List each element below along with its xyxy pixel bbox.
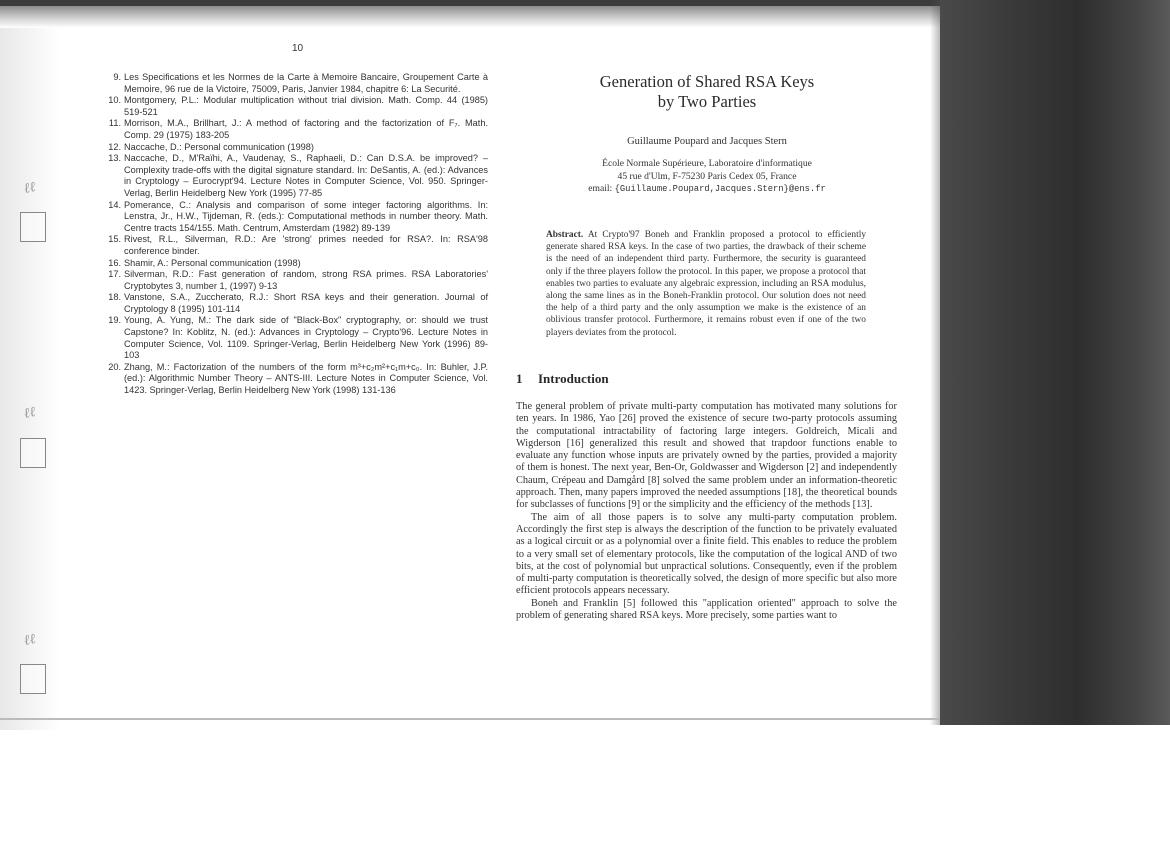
reference-number: 15. bbox=[108, 234, 121, 245]
reference-item bbox=[100, 269, 488, 292]
affiliation bbox=[516, 158, 898, 196]
margin-stamp-box bbox=[20, 438, 46, 468]
margin-stamp-box bbox=[20, 212, 46, 242]
margin-stamp-box bbox=[20, 664, 46, 694]
scan-right-shadow bbox=[940, 0, 1170, 725]
title-line: Generation of Shared RSA Keys bbox=[599, 72, 815, 91]
section-heading bbox=[516, 371, 609, 387]
paragraph: The aim of all those papers is to solve any multi-party computation problem. Accordingly the first step is always the description of the function to be privately evaluated as a logical circuit or as a polynomial over a finite field. This enables to reduce the problem to a very small set of elementary protocols, like the computation of the logical AND of two bits, at the cost of polynomial but unpractical solutions. Consequently, even if the problem of multi-party computation is theoretically solved, the design of more specific but also more efficient protocols appears necessary. bbox=[516, 511, 897, 597]
reference-item bbox=[100, 142, 488, 154]
reference-number: 17. bbox=[108, 269, 121, 280]
reference-text: Silverman, R.D.: Fast generation of random, strong RSA primes. RSA Laboratories' Cryptobytes 3, number 1, (1997) 9-13 bbox=[124, 269, 488, 291]
affiliation-line: École Normale Supérieure, Laboratoire d'informatique bbox=[602, 158, 812, 169]
scan-left-margin bbox=[0, 0, 60, 730]
section-title: Introduction bbox=[538, 371, 609, 386]
reference-number: 18. bbox=[108, 292, 121, 303]
reference-number: 20. bbox=[108, 361, 121, 372]
page-number: 10 bbox=[292, 43, 304, 54]
reference-text: Naccache, D.: Personal communication (1998) bbox=[124, 141, 314, 152]
abstract-text: At Crypto'97 Boneh and Franklin proposed a protocol to efficiently generate shared RSA keys. In the case of two parties, the drawback of their scheme is the need of an independent third party. Furthermore, the security is guaranteed only if the three players follow the protocol. In this paper, we propose a protocol that enables two parties to evaluate any algebraic expression, including an RSA modulus, along the same lines as in the Boneh-Franklin protocol. Our solution does not need the help of a third party and the only assumption we make is the existence of an oblivious transfer protocol. Furthermore, it remains robust even if one of the two players deviates from the protocol. bbox=[546, 230, 867, 338]
reference-number: 13. bbox=[108, 153, 121, 164]
margin-scribble: ℓℓ bbox=[22, 403, 38, 423]
reference-item bbox=[100, 200, 488, 235]
paragraph: The general problem of private multi-party computation has motivated many solutions for ten years. In 1986, Yao [26] proved the existence of secure two-party protocols assuming the computational intractability of factoring large integers. Goldreich, Micali and Wigderson [16] generalized this result and showed that trapdoor functions enable to evaluate any function whose inputs are privately owned by the parties, provided a majority of them is honest. The next year, Ben-Or, Goldwasser and Wigderson [2] and independently Chaum, Crépeau and Damgård [8] solved the same problem under an information-theoretic approach. Then, many papers improved the needed assumptions [18], the theoretical bounds for subclasses of functions [9] or the simplicity and the efficiency of the methods [13]. bbox=[516, 401, 897, 511]
reference-number: 12. bbox=[108, 141, 121, 152]
paragraph: Boneh and Franklin [5] followed this "application oriented" approach to solve the problem of generating shared RSA keys. More precisely, some parties want to bbox=[516, 597, 897, 622]
margin-scribble: ℓℓ bbox=[22, 630, 38, 650]
scan-page-bottom-edge bbox=[0, 718, 940, 720]
reference-item bbox=[100, 95, 488, 118]
reference-text: Montgomery, P.L.: Modular multiplication without trial division. Math. Comp. 44 (1985) 519-521 bbox=[124, 95, 488, 117]
abstract-label: Abstract. bbox=[546, 230, 584, 240]
section-number: 1 bbox=[516, 371, 523, 386]
paper-title bbox=[516, 72, 898, 112]
reference-text: Zhang, M.: Factorization of the numbers of the form m³+c₂m²+c₁m+c₀. In: Buhler, J.P. (ed.): Algorithmic Number Theory – ANTS-III. Lecture Notes in Computer Science, Vol. 1423. Springer-Verlag, Berlin Heidelberg New York (1998) 131-136 bbox=[124, 361, 488, 396]
reference-text: Rivest, R.L., Silverman, R.D.: Are 'strong' primes needed for RSA?. In: RSA'98 conference binder. bbox=[124, 234, 488, 256]
reference-item bbox=[100, 315, 488, 361]
reference-item bbox=[100, 72, 488, 95]
title-line: by Two Parties bbox=[657, 92, 757, 111]
email-address: {Guillaume.Poupard,Jacques.Stern}@ens.fr bbox=[614, 184, 826, 194]
reference-item bbox=[100, 362, 488, 397]
reference-text: Young, A. Yung, M.: The dark side of "Black-Box" cryptography, or: should we trust Capstone? In: Koblitz, N. (ed.): Advances in Cryptology – Crypto'96. Lecture Notes in Computer Science, Vol. 1109. Springer-Verlag, Berlin Heidelberg New York (1996) 89-103 bbox=[124, 315, 488, 361]
reference-item bbox=[100, 292, 488, 315]
email-line bbox=[516, 183, 898, 196]
reference-number: 19. bbox=[108, 315, 121, 326]
margin-scribble: ℓℓ bbox=[22, 178, 38, 198]
affiliation-line: 45 rue d'Ulm, F-75230 Paris Cedex 05, France bbox=[617, 170, 797, 182]
body-text bbox=[516, 401, 897, 622]
reference-text: Les Specifications et les Normes de la Carte à Memoire Bancaire, Groupement Carte à Memoire, 96 rue de la Victoire, 75009, Paris, Janvier 1984, chapitre 6: La Securité. bbox=[124, 72, 488, 94]
reference-number: 9. bbox=[113, 72, 121, 82]
authors: Guillaume Poupard and Jacques Stern bbox=[627, 136, 787, 147]
reference-number: 16. bbox=[108, 257, 121, 268]
email-label: email: bbox=[588, 183, 613, 194]
abstract bbox=[546, 229, 866, 339]
reference-text: Morrison, M.A., Brillhart, J.: A method of factoring and the factorization of F₇. Math. Comp. 29 (1975) 183-205 bbox=[124, 118, 488, 140]
reference-item bbox=[100, 118, 488, 141]
reference-text: Naccache, D., M'Raïhi, A., Vaudenay, S., Raphaeli, D.: Can D.S.A. be improved? – Complexity trade-offs with the digital signature standard. In: DeSantis, A. (ed.): Advances in Cryptology – Eurocrypt'94. Lecture Notes in Computer Science, Vol. 950. Springer-Verlag, Berlin Heidelberg New York (1995) 77-85 bbox=[124, 153, 488, 198]
reference-number: 11. bbox=[108, 118, 121, 129]
reference-number: 10. bbox=[108, 95, 121, 106]
reference-text: Shamir, A.: Personal communication (1998) bbox=[124, 257, 301, 268]
reference-item bbox=[100, 153, 488, 199]
reference-text: Pomerance, C.: Analysis and comparison of some integer factoring algorithms. In: Lenstra, Jr., H.W., Tijdeman, R. (eds.): Computational methods in number theory. Math. Centre tracts 154/155. Math. Centrum, Amsterdam (1982) 89-139 bbox=[124, 199, 488, 233]
reference-item bbox=[100, 234, 488, 257]
reference-number: 14. bbox=[108, 199, 121, 210]
reference-item bbox=[100, 258, 488, 270]
reference-list bbox=[100, 72, 488, 397]
reference-text: Vanstone, S.A., Zuccherato, R.J.: Short RSA keys and their generation. Journal of Cryptology 8 (1995) 101-114 bbox=[124, 292, 488, 314]
